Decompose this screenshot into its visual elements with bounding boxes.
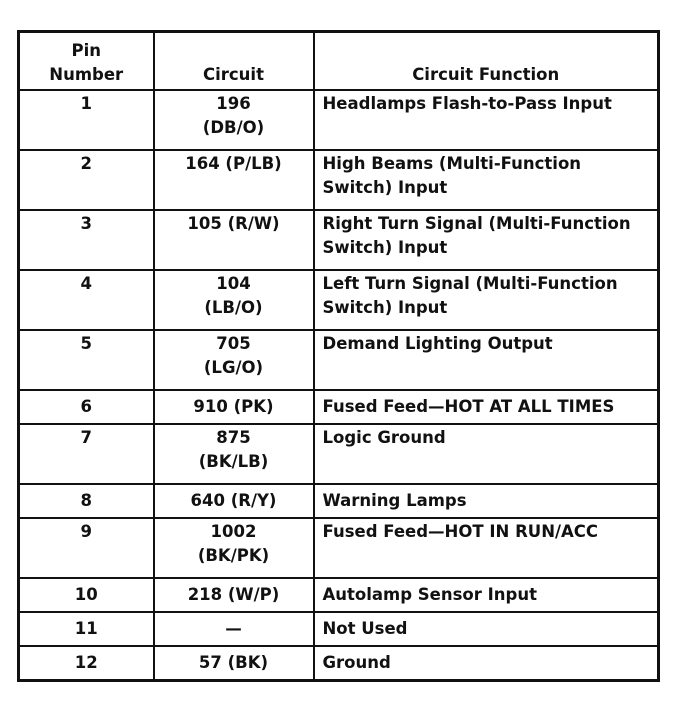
table-row	[19, 390, 659, 424]
function-cell	[314, 210, 659, 270]
function-cell	[314, 390, 659, 424]
circuit-cell	[154, 210, 314, 270]
circuit-line: 910 (PK)	[193, 397, 274, 416]
table-row	[19, 424, 659, 484]
pin-cell: 6	[19, 390, 154, 424]
circuit-line: 1002	[210, 521, 257, 541]
circuit-line: (DB/O)	[202, 117, 265, 137]
circuit-line: (BK/LB)	[198, 451, 269, 471]
circuit-line: —	[225, 619, 242, 638]
circuit-line: (BK/PK)	[197, 545, 270, 565]
circuit-line: 875	[216, 427, 251, 447]
circuit-cell	[154, 90, 314, 150]
table-row	[19, 150, 659, 210]
pin-cell: 3	[19, 210, 154, 270]
pin-cell: 11	[19, 612, 154, 646]
circuit-cell	[154, 484, 314, 518]
function-line: Fused Feed—HOT AT ALL TIMES	[322, 397, 615, 416]
circuit-line: 196	[216, 93, 251, 113]
circuit-cell	[154, 390, 314, 424]
function-cell	[314, 518, 659, 578]
function-cell	[314, 330, 659, 390]
table-row	[19, 330, 659, 390]
table-row	[19, 612, 659, 646]
circuit-cell	[154, 578, 314, 612]
function-line: High Beams (Multi-Function	[322, 153, 582, 173]
circuit-line: 57 (BK)	[198, 653, 269, 673]
table-row	[19, 270, 659, 330]
function-cell	[314, 90, 659, 150]
table-row	[19, 518, 659, 578]
function-cell	[314, 150, 659, 210]
circuit-line: 705	[216, 333, 251, 353]
pin-cell: 12	[19, 646, 154, 681]
circuit-line: 218 (W/P)	[187, 585, 280, 604]
pin-cell: 9	[19, 518, 154, 578]
function-line: Warning Lamps	[322, 491, 467, 510]
function-line: Headlamps Flash-to-Pass Input	[322, 93, 612, 113]
circuit-line: (LG/O)	[203, 357, 264, 377]
header-row	[19, 32, 659, 90]
pin-cell: 2	[19, 150, 154, 210]
pin-cell: 8	[19, 484, 154, 518]
circuit-cell	[154, 518, 314, 578]
function-cell	[314, 612, 659, 646]
header-pin-number	[19, 32, 154, 90]
function-line: Right Turn Signal (Multi-Function	[322, 213, 631, 233]
circuit-cell	[154, 646, 314, 681]
circuit-cell	[154, 424, 314, 484]
pin-cell: 5	[19, 330, 154, 390]
function-line: Logic Ground	[322, 427, 446, 447]
circuit-line: 105 (R/W)	[187, 213, 280, 233]
function-cell	[314, 578, 659, 612]
pin-cell: 4	[19, 270, 154, 330]
table-row	[19, 210, 659, 270]
function-line: Left Turn Signal (Multi-Function	[322, 273, 618, 293]
function-line: Demand Lighting Output	[322, 333, 553, 353]
table-header	[19, 32, 659, 90]
function-line: Not Used	[322, 619, 408, 638]
header-pin-line1: Pin	[71, 40, 101, 60]
table-body	[19, 90, 659, 681]
function-cell	[314, 646, 659, 681]
table-row	[19, 578, 659, 612]
table-row	[19, 484, 659, 518]
header-circuit-function: Circuit Function	[314, 32, 659, 90]
function-line: Switch) Input	[322, 177, 448, 197]
function-line: Switch) Input	[322, 297, 448, 317]
circuit-cell	[154, 150, 314, 210]
table-row	[19, 90, 659, 150]
header-circuit: Circuit	[154, 32, 314, 90]
function-cell	[314, 270, 659, 330]
circuit-cell	[154, 270, 314, 330]
pin-cell: 7	[19, 424, 154, 484]
function-line: Fused Feed—HOT IN RUN/ACC	[322, 521, 599, 541]
function-line: Ground	[322, 653, 391, 673]
pin-circuit-table	[17, 30, 660, 682]
function-line: Switch) Input	[322, 237, 448, 257]
function-cell	[314, 484, 659, 518]
circuit-cell	[154, 330, 314, 390]
function-line: Autolamp Sensor Input	[322, 585, 537, 604]
table-row	[19, 646, 659, 681]
circuit-line: 104	[216, 273, 251, 293]
pin-cell: 1	[19, 90, 154, 150]
circuit-cell	[154, 612, 314, 646]
circuit-line: 164 (P/LB)	[185, 153, 282, 173]
pin-cell: 10	[19, 578, 154, 612]
function-cell	[314, 424, 659, 484]
circuit-line: (LB/O)	[204, 297, 263, 317]
circuit-line: 640 (R/Y)	[190, 491, 277, 510]
header-pin-line2: Number	[49, 64, 124, 84]
